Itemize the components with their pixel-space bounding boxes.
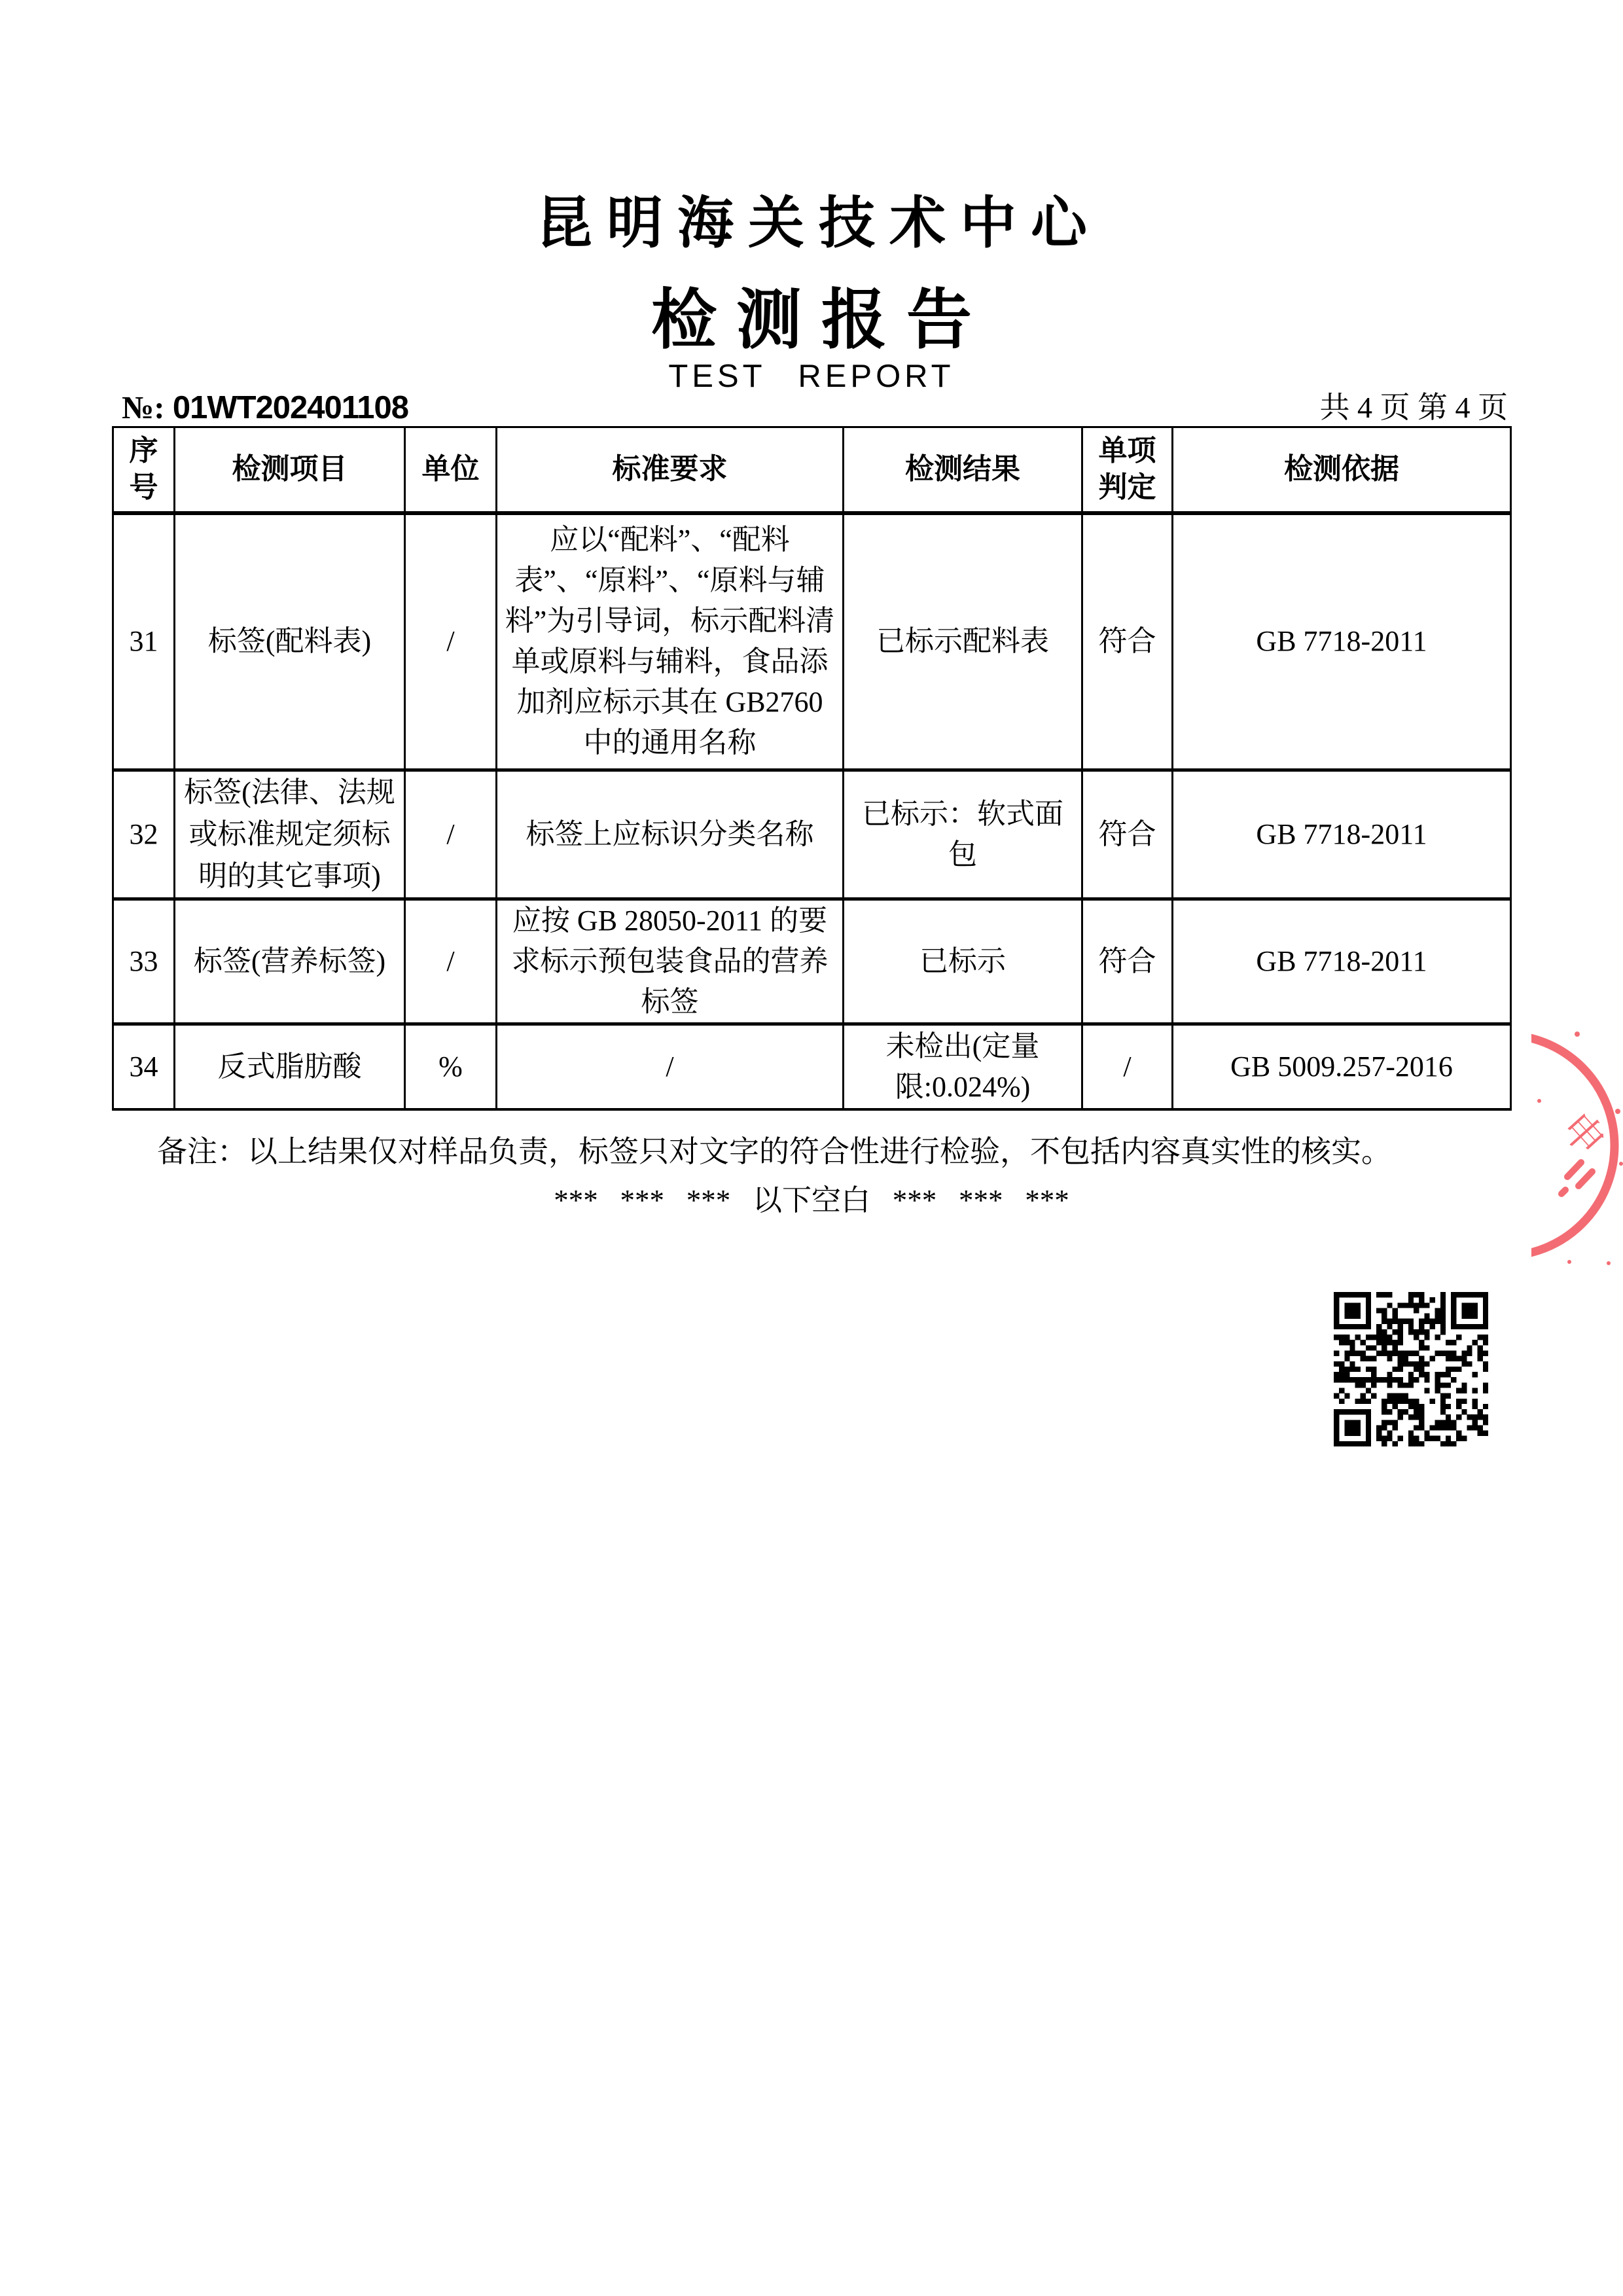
cell-basis: GB 7718-2011 <box>1173 770 1511 899</box>
remark-note: 备注：以上结果仅对样品负责，标签只对文字的符合性进行检验，不包括内容真实性的核实。 <box>157 1135 1391 1168</box>
cell-no: 32 <box>113 770 175 899</box>
results-table <box>112 426 1512 1111</box>
cell-result: 已标示 <box>844 899 1082 1024</box>
cell-unit: / <box>405 899 497 1024</box>
cell-judgment: 符合 <box>1082 513 1173 770</box>
report-title: 检测报告 <box>651 284 991 357</box>
blank-below-marker: *** *** *** 以下空白 *** *** *** <box>554 1184 1069 1217</box>
col-header-no: 序号 <box>113 427 175 513</box>
col-header-judgment: 单项判定 <box>1082 427 1173 513</box>
cell-basis: GB 7718-2011 <box>1173 513 1511 770</box>
report-number <box>122 391 408 424</box>
report-title-en: TEST REPORT <box>668 359 955 394</box>
cell-item: 标签(营养标签) <box>175 899 405 1024</box>
cell-item: 反式脂肪酸 <box>175 1024 405 1109</box>
cell-basis: GB 7718-2011 <box>1173 899 1511 1024</box>
cell-result: 已标示配料表 <box>844 513 1082 770</box>
cell-unit: / <box>405 513 497 770</box>
cell-judgment: 符合 <box>1082 770 1173 899</box>
col-header-basis: 检测依据 <box>1173 427 1511 513</box>
red-seal-stamp-partial <box>1531 1008 1623 1283</box>
cell-no: 31 <box>113 513 175 770</box>
cell-item: 标签(法律、法规或标准规定须标明的其它事项) <box>175 770 405 899</box>
cell-requirement: / <box>497 1024 844 1109</box>
cell-judgment: / <box>1082 1024 1173 1109</box>
table-row <box>113 770 1511 899</box>
cell-judgment: 符合 <box>1082 899 1173 1024</box>
col-header-unit: 单位 <box>405 427 497 513</box>
cell-no: 34 <box>113 1024 175 1109</box>
report-number-value: 01WT202401108 <box>172 390 409 425</box>
cell-result: 未检出(定量限:0.024%) <box>844 1024 1082 1109</box>
table-row <box>113 513 1511 770</box>
col-header-requirement: 标准要求 <box>497 427 844 513</box>
cell-requirement: 标签上应标识分类名称 <box>497 770 844 899</box>
page-count: 共 4 页 第 4 页 <box>1319 391 1508 424</box>
col-header-result: 检测结果 <box>844 427 1082 513</box>
cell-no: 33 <box>113 899 175 1024</box>
cell-item: 标签(配料表) <box>175 513 405 770</box>
cell-result: 已标示：软式面包 <box>844 770 1082 899</box>
cell-requirement: 应按 GB 28050-2011 的要求标示预包装食品的营养标签 <box>497 899 844 1024</box>
stamp-strokes <box>1561 1162 1592 1194</box>
cell-requirement: 应以“配料”、“配料表”、“原料”、“原料与辅料”为引导词，标示配料清单或原料与辅料，食品添加剂应标示其在 GB2760 中的通用名称 <box>497 513 844 770</box>
cell-unit: / <box>405 770 497 899</box>
table-row <box>113 1024 1511 1109</box>
table-header-row <box>113 427 1511 513</box>
cell-basis: GB 5009.257-2016 <box>1173 1024 1511 1109</box>
cell-unit: % <box>405 1024 497 1109</box>
report-number-label: №: <box>122 389 165 425</box>
qr-code <box>1334 1292 1488 1446</box>
org-title: 昆明海关技术中心 <box>536 192 1101 255</box>
table-row <box>113 899 1511 1024</box>
stamp-character: 申 <box>1552 1104 1613 1165</box>
col-header-item: 检测项目 <box>175 427 405 513</box>
